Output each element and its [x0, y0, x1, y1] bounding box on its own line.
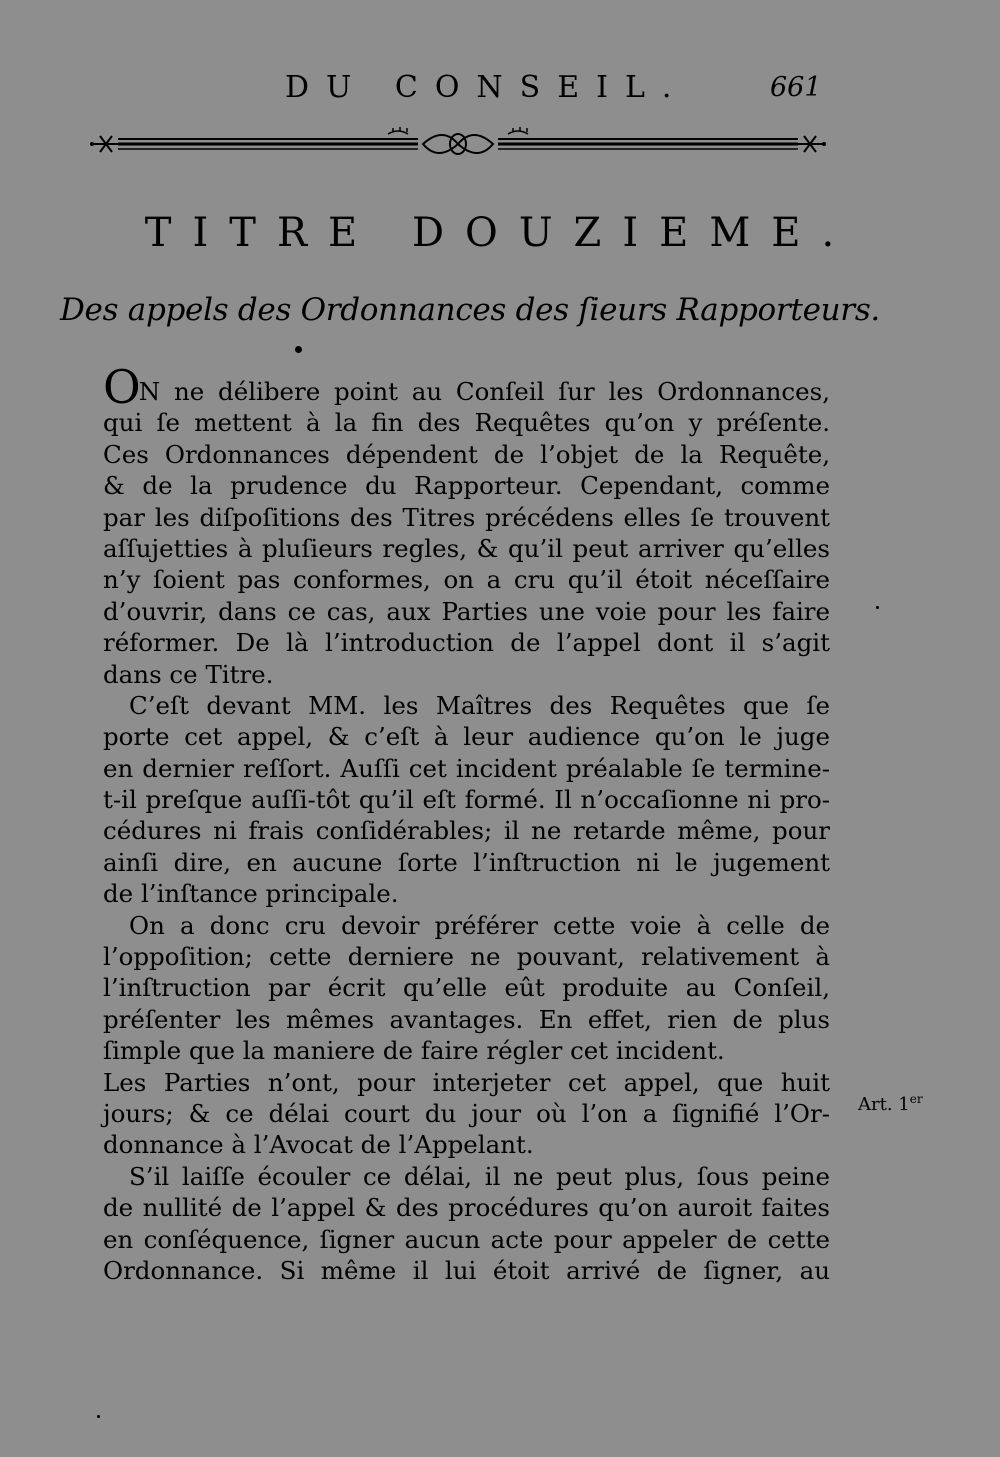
- running-head: [0, 70, 1000, 110]
- margin-note: Art. 1er: [858, 1092, 923, 1115]
- text-line: donnance à l’Avocat de l’Appelant.: [103, 1130, 534, 1160]
- text-line: Ces Ordonnances dépendent de l’objet de la Requête,: [103, 439, 830, 469]
- text-line: On a donc cru devoir préférer cette voie à celle de: [129, 910, 830, 940]
- running-title: DU CONSEIL.: [285, 70, 689, 105]
- ink-speck: [97, 1415, 100, 1418]
- text-line: S’il laiſſe écouler ce délai, il ne peut plus, ſous peine: [129, 1161, 830, 1191]
- text-line: en conſéquence, ſigner aucun acte pour appeler de cette: [103, 1224, 830, 1254]
- text-line: l’inſtruction par écrit qu’elle eût produite au Conſeil,: [103, 973, 830, 1003]
- text-line: jours; & ce délai court du jour où l’on a ſignifié l’Or-: [103, 1098, 830, 1128]
- section-title: TITRE DOUZIEME.: [144, 210, 856, 256]
- body-text: [103, 360, 830, 1286]
- text-line: qui ſe mettent à la fin des Requêtes qu’on y préſente.: [103, 408, 830, 438]
- text-line: cédures ni frais conſidérables; il ne retarde même, pour: [103, 816, 830, 846]
- text-line: réformer. De là l’introduction de l’appel dont il s’agit: [103, 628, 830, 658]
- drop-cap: O: [103, 360, 139, 414]
- page-number: 661: [770, 72, 822, 103]
- text-line: ainſi dire, en aucune ſorte l’inſtruction ni le jugement: [103, 847, 830, 877]
- text-line: dans ce Titre.: [103, 659, 274, 689]
- text-line: de l’inſtance principale.: [103, 879, 399, 909]
- text-line: de nullité de l’appel & des procédures qu’on auroit faites: [103, 1193, 830, 1223]
- text-line: l’oppoſition; cette derniere ne pouvant, relativement à: [103, 942, 830, 972]
- ink-speck: [876, 606, 879, 609]
- text-line: t-il preſque auſſi-tôt qu’il eſt formé. Il n’occaſionne ni pro-: [103, 785, 830, 815]
- section-subtitle: Des appels des Ordonnances des ſieurs Rapporteurs.: [60, 292, 880, 328]
- text-line: C’eſt devant MM. les Maîtres des Requêtes que ſe: [129, 690, 830, 720]
- text-line: par les diſpoſitions des Titres précédens elles ſe trouvent: [103, 502, 830, 532]
- text-line: Ordonnance. Si même il lui étoit arrivé de ſigner, au: [103, 1255, 830, 1285]
- text-line: porte cet appel, & c’eſt à leur audience qu’on le juge: [103, 722, 830, 752]
- text-line: Les Parties n’ont, pour interjeter cet appel, que huit: [103, 1067, 830, 1097]
- text-line: n’y ſoient pas conformes, on a cru qu’il étoit néceſſaire: [103, 565, 830, 595]
- text-line: en dernier reſſort. Auſſi cet incident préalable ſe termine-: [103, 753, 830, 783]
- text-line: ON ne délibere point au Conſeil ſur les Ordonnances,: [103, 360, 830, 414]
- ink-dot: [295, 346, 302, 353]
- text-line: d’ouvrir, dans ce cas, aux Parties une voie pour les faire: [103, 596, 830, 626]
- text-line: ſimple que la maniere de faire régler cet incident.: [103, 1036, 725, 1066]
- decorative-rule-ornament-icon: [88, 122, 828, 166]
- text-line: aſſujetties à pluſieurs regles, & qu’il peut arriver qu’elles: [103, 533, 830, 563]
- text-line: & de la prudence du Rapporteur. Cependant, comme: [103, 471, 830, 501]
- text-line: préſenter les mêmes avantages. En effet, rien de plus: [103, 1004, 830, 1034]
